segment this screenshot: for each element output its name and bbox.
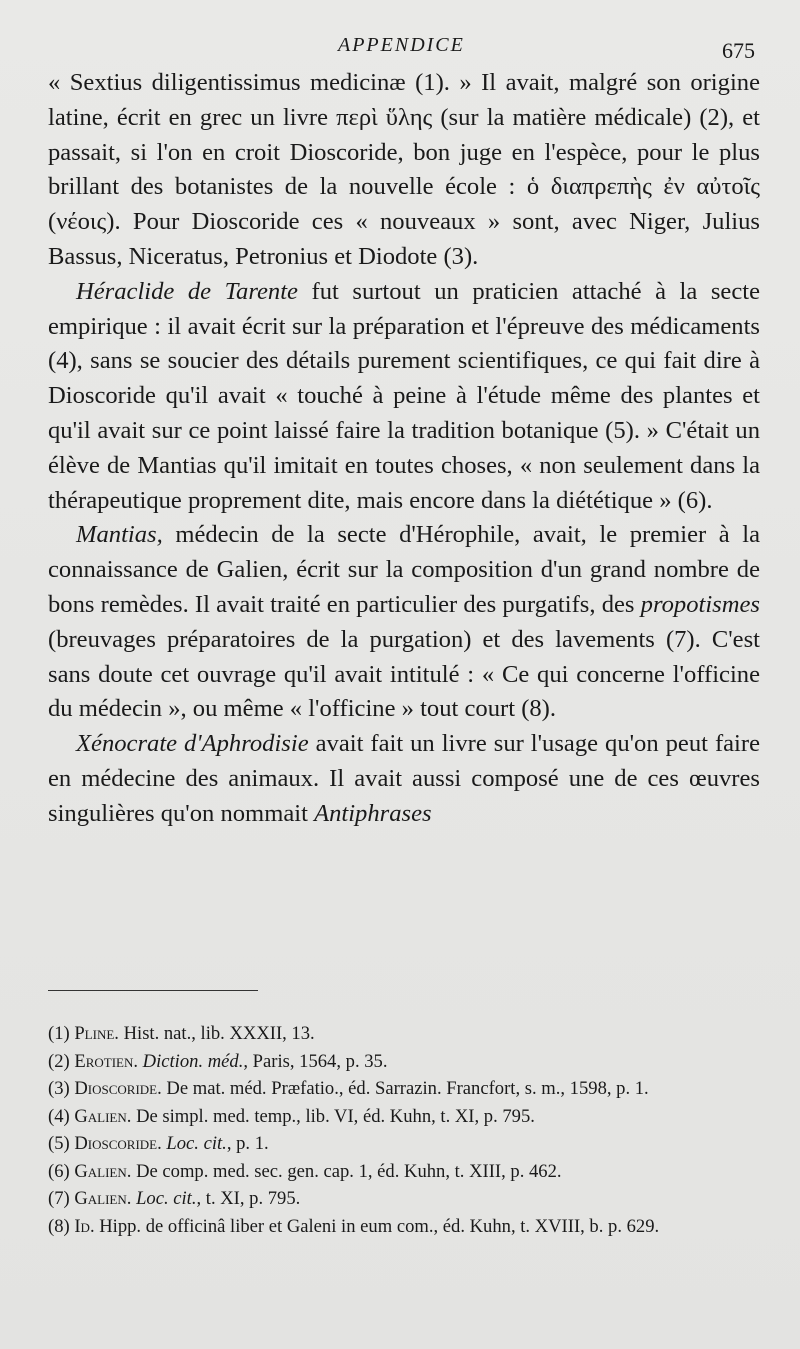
footnote — [48, 1158, 760, 1186]
footnote-text-after: , t. XI, p. 795. — [196, 1188, 301, 1209]
footnote — [48, 1048, 760, 1076]
footnote-author: Galien — [74, 1160, 127, 1182]
footnote — [48, 1130, 760, 1158]
footnote-number: (4) — [48, 1105, 70, 1127]
running-title: APPENDICE — [338, 34, 465, 56]
footnote-italic: Diction. méd. — [142, 1050, 244, 1072]
paragraph-lead: Xénocrate d'Aphrodisie — [76, 730, 309, 758]
paragraph-text: avait fait un livre sur l'usage qu'on peut faire en médecine des animaux. Il avait aussi composé une de ces œuvres singulières qu'on nommait — [48, 730, 760, 827]
footnote-number: (3) — [48, 1078, 70, 1099]
paragraph-text: (breuvages préparatoires de la purgation) et des lavements (7). C'est sans doute cet ouvrage qu'il avait intitulé : « Ce qui concerne l'officine du médecin », ou même « l'officine » tout court (8). — [48, 625, 760, 723]
footnote-author: Dioscoride — [74, 1078, 158, 1099]
paragraph-text: « Sextius diligentissimus medicinæ (1). » Il avait, malgré son origine latine, écrit en grec un livre περὶ ὕλης (sur la matière médicale) (2), et passait, si l'on en croit Dioscoride, bon juge en l'espèce, pour le plus brillant des botanistes de la nouvelle école : ὁ διαπρεπὴς ἐν αὐτοῖς (νέοις). Pour Dioscoride ces « nouveaux » sont, avec Niger, Julius Bassus, Niceratus, Petronius et Diodote (3). — [48, 69, 760, 270]
footnote-number: (8) — [48, 1215, 70, 1237]
footnote-text: . De comp. med. sec. gen. cap. 1, éd. Kuhn, t. XIII, p. 462. — [126, 1160, 562, 1182]
footnote-number: (5) — [48, 1133, 70, 1154]
paragraph-text: fut surtout un praticien attaché à la secte empirique : il avait écrit sur la préparation et l'épreuve des médicaments (4), sans se soucier des détails purement scientifiques, ce qui fait dire à Dioscoride qu'il avait « touché à peine à l'étude même des plantes et qu'il avait sur ce point laissé faire la tradition botanique (5). » C'était un élève de Mantias qu'il imitait en toutes choses, « non seulement dans la thérapeutique proprement dite, mais encore dans la diététique » (6). — [48, 277, 760, 514]
footnote-number: (6) — [48, 1160, 70, 1182]
footnotes — [48, 1020, 760, 1240]
footnote-number: (7) — [48, 1188, 70, 1209]
footnote-author: Id — [74, 1215, 90, 1237]
page-number: 675 — [722, 38, 755, 63]
footnote — [48, 1075, 760, 1103]
footnote-text: . De simpl. med. temp., lib. VI, éd. Kuhn, t. XI, p. 795. — [126, 1105, 535, 1127]
footnote-text: . — [133, 1050, 143, 1072]
footnote-text-after: , Paris, 1564, p. 35. — [243, 1050, 388, 1072]
footnote — [48, 1103, 760, 1131]
paragraph-lead: Mantias, — [76, 521, 163, 549]
footnote — [48, 1185, 760, 1213]
footnote-separator — [48, 990, 258, 991]
paragraph-lead: Héraclide de Tarente — [76, 277, 298, 305]
footnote-author: Erotien — [74, 1050, 134, 1072]
footnote — [48, 1020, 760, 1048]
footnote-text: . Hipp. de officinâ liber et Galeni in eum com., éd. Kuhn, t. XVIII, b. p. 629. — [89, 1215, 660, 1237]
paragraph-1 — [48, 66, 760, 275]
footnote-author: Pline — [74, 1023, 115, 1044]
footnote-author: Galien — [74, 1188, 127, 1209]
paragraph-4 — [48, 727, 760, 831]
paragraph-3 — [48, 518, 760, 727]
footnote-author: Galien — [74, 1105, 127, 1127]
footnote-italic: Loc. cit. — [166, 1133, 227, 1154]
footnote-italic: Loc. cit. — [136, 1188, 197, 1209]
paragraph-text: médecin de la secte d'Hérophile, avait, le premier à la connaissance de Galien, écrit sur la composition d'un grand nombre de bons remèdes. Il avait traité en particulier des purgatifs, des — [48, 521, 760, 618]
page-header — [0, 34, 800, 62]
italic-term: propotismes — [640, 590, 760, 618]
footnote-number: (2) — [48, 1050, 70, 1072]
paragraph-2 — [48, 275, 760, 519]
footnote-author: Dioscoride — [74, 1133, 158, 1154]
footnote-text: . — [157, 1133, 167, 1154]
footnote-text: . Hist. nat., lib. XXXII, 13. — [114, 1023, 315, 1044]
footnote-text-after: , p. 1. — [226, 1133, 269, 1154]
italic-term: Antiphrases — [314, 799, 432, 827]
footnote-text: . De mat. méd. Præfatio., éd. Sarrazin. Francfort, s. m., 1598, p. 1. — [157, 1078, 649, 1099]
footnote-text: . — [126, 1188, 137, 1209]
footnote — [48, 1213, 760, 1241]
main-text — [48, 66, 760, 832]
footnote-number: (1) — [48, 1023, 70, 1044]
